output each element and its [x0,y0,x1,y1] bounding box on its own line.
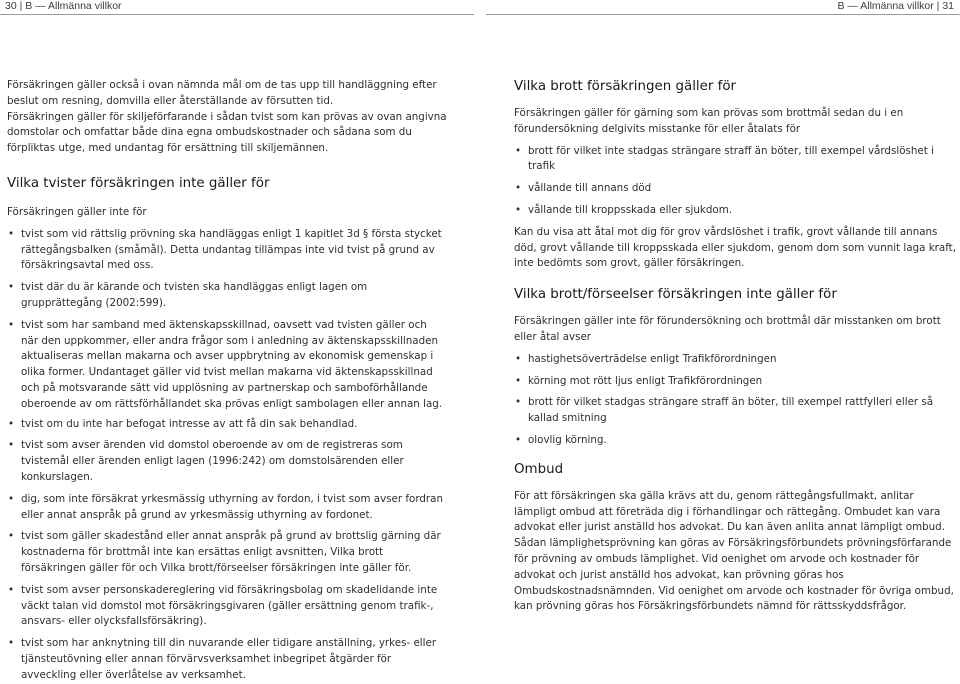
list-item: • tvist som har anknytning till din nuvarande eller tidigare anställning, yrkes- eller tjänsteutövning eller annan förvärvsverksamhet inbegripet åtgärder för avveckling eller överlåtelse av verksamhet. [8,637,437,681]
section-heading-covered-crimes: Vilka brott försäkringen gäller för [514,79,737,94]
list-item: • tvist som gäller skadestånd eller annat anspråk på grund av brottslig gärning där kostnaderna för brottmål inte kan ersättas enligt avsnitten, Vilka brott försäkringen gäller för och Vilka brott/förseelser försäkringen inte gäller för. [8,530,441,574]
bullet-icon: • [8,637,15,650]
right-column [514,78,958,615]
list-item: • olovlig körning. [514,433,958,449]
bullet-icon: • [8,530,15,543]
list-item: • brott för vilket inte stadgas strängare straff än böter, till exempel vårdslöshet i trafik [515,144,934,173]
left-column [7,78,447,684]
bullet-icon: • [8,417,15,430]
bullet-icon: • [515,182,522,195]
gross-negligence-paragraph: Kan du visa att åtal mot dig för grov vårdslöshet i trafik, grovt vållande till annans död, grovt vållande till kroppsskada eller sjukdom, genom dom som vunnit laga kraft, inte bedömts som grovt, gäller försäkringen. [514,225,956,270]
list-item: • tvist om du inte har befogat intresse av att få din sak behandlad. [7,417,447,433]
bullet-icon: • [8,439,15,452]
bullet-icon: • [8,318,15,331]
bullet-icon: • [515,352,522,365]
section-heading-excluded-offences: Vilka brott/förseelser försäkringen inte gäller för [514,287,837,303]
bullet-icon: • [515,144,522,157]
intro-paragraph-1: Försäkringen gäller också i ovan nämnda mål om de tas upp till handläggning efter beslut om resning, domvilla eller återställande av försutten tid. [7,79,437,107]
covered-crimes-list [514,144,958,219]
covered-crimes-lead: Försäkringen gäller för gärning som kan prövas som brottmål sedan du i en förundersökning delgivits misstanke för eller åtalats för [514,107,904,135]
list-item: • vållande till kroppsskada eller sjukdom. [514,203,958,219]
bullet-icon: • [8,583,15,596]
bullet-icon: • [8,492,15,505]
exclusions-lead: Försäkringen gäller inte för [7,205,147,218]
section-heading-exclusions: Vilka tvister försäkringen inte gäller för [7,175,270,191]
bullet-icon: • [8,281,15,294]
bullet-icon: • [515,374,522,387]
excluded-offences-list [514,352,958,449]
intro-paragraph-2: Försäkringen gäller för skiljeförfarande i sådan tvist som kan prövas av ovan angivna domstolar och omfattar både dina egna ombudskostnader och sådana som du förpliktas utge, med undantag för ersättning till skiljemännen. [7,110,447,155]
list-item: • tvist som avser personskadereglering vid försäkringsbolag om skadelidande inte väckt talan vid domstol mot försäkringsgivaren (gäller ersättning genom trafik-, ansvars- eller olycksfallsförsäkring). [8,583,438,628]
page-header-left: 30 | B — Allmänna villkor [5,0,122,12]
bullet-icon: • [515,433,522,446]
list-item: • körning mot rött ljus enligt Trafikförordningen [514,374,958,390]
bullet-icon: • [515,203,522,216]
list-item: • brott för vilket stadgas strängare straff än böter, till exempel rattfylleri eller så kallad smitning [515,396,934,425]
list-item: • tvist där du är kärande och tvisten ska handläggas enligt lagen om grupprättegång (2002:599). [8,281,368,309]
ombud-paragraph: För att försäkringen ska gälla krävs att du, genom rättegångsfullmakt, anlitar lämpligt ombud att företräda dig i förhandlingar och rättegång. Ombudet kan vara advokat eller jurist anställd hos advokat. Du kan även anlita annat lämpligt ombud. Sådan lämplighetsprövning kan göras av Försäkringsförbundets prövningsförfarande för prövning av ombuds lämplighet. Vid oenighet om arvode och kostnader för advokat och jurist anställd hos advokat, kan prövning göras hos Ombudskostnadsnämnden. Vid oenighet om arvode och kostnader för övriga ombud, kan prövning göras hos Försäkringsförbundets nämnd för rättsskyddsfrågor. [514,489,954,613]
bullet-icon: • [8,227,15,240]
section-heading-ombud: Ombud [514,461,564,477]
list-item: • dig, som inte försäkrat yrkesmässig uthyrning av fordon, i tvist som avser fordran eller annat anspråk på grund av yrkesmässig uthyrning av fordonet. [8,492,443,521]
page-header-right: B — Allmänna villkor | 31 [837,0,954,12]
list-item: • tvist som avser ärenden vid domstol oberoende av om de registreras som tvistemål eller ärenden enligt lagen (1996:242) om domstolsärenden eller konkurslagen. [8,439,404,483]
header-rule-left [0,14,474,15]
list-item: • tvist som har samband med äktenskapsskillnad, oavsett vad tvisten gäller och när den uppkommer, eller andra frågor som i anledning av äktenskapsskillnaden aktualiseras mellan makarna och avser uppbrytning av ekonomisk gemenskap i olika former. Undantaget gäller vid tvist mellan makarna vid äktenskapsskillnad och på motsvarande sätt vid upplösning av partnerskap och samboförhållande oberoende av om rättsförhållandet ska prövas enligt sambolagen eller annan lag. [8,318,443,410]
list-item: • tvist som vid rättslig prövning ska handläggas enligt 1 kapitlet 3d § första stycket rättegångsbalken (småmål). Detta undantag tillämpas inte vid tvist på grund av försäkringsavtal med oss. [8,227,442,272]
list-item: • hastighetsöverträdelse enligt Trafikförordningen [514,352,958,368]
header-rule-right [486,14,960,15]
list-item: • vållande till annans död [514,181,958,197]
bullet-icon: • [515,396,522,409]
exclusions-list [7,227,447,684]
excluded-offences-lead: Försäkringen gäller inte för förundersökning och brottmål där misstanken om brott eller åtal avser [514,315,941,343]
